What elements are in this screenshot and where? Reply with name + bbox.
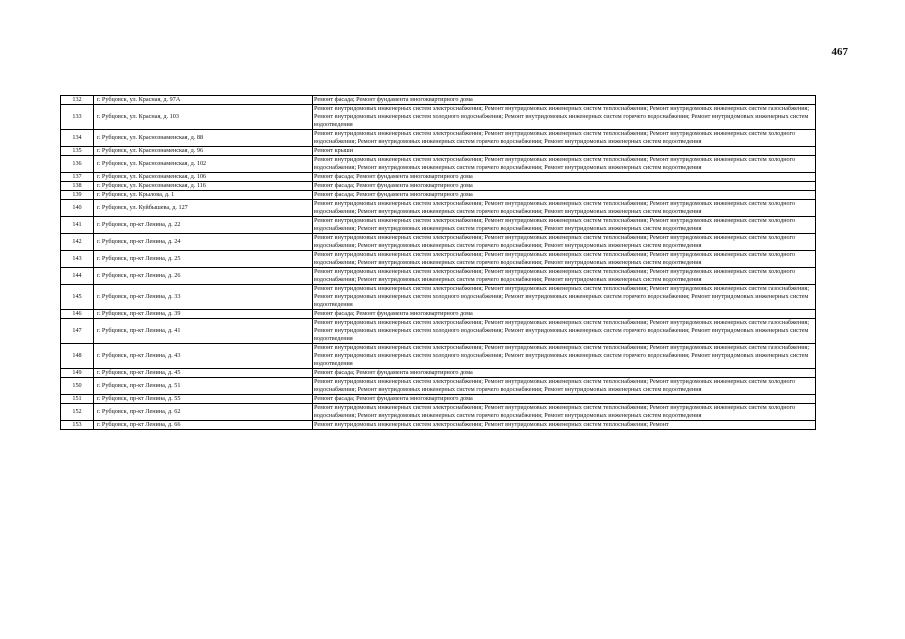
table-row	[61, 173, 816, 182]
row-number-cell: 144	[61, 268, 94, 285]
row-number-cell: 135	[61, 147, 94, 156]
row-number-cell: 137	[61, 173, 94, 182]
row-number-cell: 136	[61, 156, 94, 173]
address-cell: г. Рубцовск, ул. Куйбышева, д. 127	[94, 200, 313, 217]
row-number-cell: 141	[61, 217, 94, 234]
works-cell: Ремонт внутридомовых инженерных систем электроснабжения; Ремонт внутридомовых инженерных систем теплоснабжения; Ремонт внутридомовых инженерных систем газоснабжения; Ремонт внутридомовых инженерных систем холодного водоснабжения; Ремонт внутридомовых инженерных систем горячего водоснабжения; Ремонт внутридомовых инженерных систем водоотведения	[313, 319, 816, 344]
works-cell: Ремонт внутридомовых инженерных систем электроснабжения; Ремонт внутридомовых инженерных систем теплоснабжения; Ремонт внутридомовых инженерных систем холодного водоснабжения; Ремонт внутридомовых инженерных систем горячего водоснабжения; Ремонт внутридомовых инженерных систем водоотведения	[313, 217, 816, 234]
table-row	[61, 378, 816, 395]
address-cell: г. Рубцовск, ул. Краснознаменская, д. 88	[94, 130, 313, 147]
works-cell: Ремонт внутридомовых инженерных систем электроснабжения; Ремонт внутридомовых инженерных систем теплоснабжения; Ремонт внутридомовых инженерных систем холодного водоснабжения; Ремонт внутридомовых инженерных систем горячего водоснабжения; Ремонт внутридомовых инженерных систем водоотведения	[313, 378, 816, 395]
row-number-cell: 142	[61, 234, 94, 251]
table-row	[61, 421, 816, 430]
works-cell: Ремонт фасада; Ремонт фундамента многоквартирного дома	[313, 182, 816, 191]
table-row	[61, 268, 816, 285]
works-cell: Ремонт внутридомовых инженерных систем электроснабжения; Ремонт внутридомовых инженерных систем теплоснабжения; Ремонт внутридомовых инженерных систем холодного водоснабжения; Ремонт внутридомовых инженерных систем горячего водоснабжения; Ремонт внутридомовых инженерных систем водоотведения	[313, 404, 816, 421]
works-table	[60, 95, 816, 430]
works-cell: Ремонт внутридомовых инженерных систем электроснабжения; Ремонт внутридомовых инженерных систем теплоснабжения; Ремонт внутридомовых инженерных систем холодного водоснабжения; Ремонт внутридомовых инженерных систем горячего водоснабжения; Ремонт внутридомовых инженерных систем водоотведения	[313, 156, 816, 173]
row-number-cell: 133	[61, 105, 94, 130]
works-cell: Ремонт внутридомовых инженерных систем электроснабжения; Ремонт внутридомовых инженерных систем теплоснабжения; Ремонт	[313, 421, 816, 430]
works-cell: Ремонт фасада; Ремонт фундамента многоквартирного дома	[313, 191, 816, 200]
address-cell: г. Рубцовск, ул. Красная, д. 97А	[94, 96, 313, 105]
table-row	[61, 156, 816, 173]
works-cell: Ремонт внутридомовых инженерных систем электроснабжения; Ремонт внутридомовых инженерных систем теплоснабжения; Ремонт внутридомовых инженерных систем газоснабжения; Ремонт внутридомовых инженерных систем холодного водоснабжения; Ремонт внутридомовых инженерных систем горячего водоснабжения; Ремонт внутридомовых инженерных систем водоотведения	[313, 344, 816, 369]
address-cell: г. Рубцовск, ул. Краснознаменская, д. 102	[94, 156, 313, 173]
table-row	[61, 285, 816, 310]
address-cell: г. Рубцовск, пр-кт Ленина, д. 41	[94, 319, 313, 344]
address-cell: г. Рубцовск, пр-кт Ленина, д. 43	[94, 344, 313, 369]
row-number-cell: 151	[61, 395, 94, 404]
table-row	[61, 251, 816, 268]
row-number-cell: 145	[61, 285, 94, 310]
works-cell: Ремонт внутридомовых инженерных систем электроснабжения; Ремонт внутридомовых инженерных систем теплоснабжения; Ремонт внутридомовых инженерных систем газоснабжения; Ремонт внутридомовых инженерных систем холодного водоснабжения; Ремонт внутридомовых инженерных систем горячего водоснабжения; Ремонт внутридомовых инженерных систем водоотведения	[313, 105, 816, 130]
row-number-cell: 148	[61, 344, 94, 369]
works-cell: Ремонт фасада; Ремонт фундамента многоквартирного дома	[313, 369, 816, 378]
page-number: 467	[831, 46, 848, 58]
address-cell: г. Рубцовск, пр-кт Ленина, д. 55	[94, 395, 313, 404]
table-row	[61, 369, 816, 378]
works-cell: Ремонт фасада; Ремонт фундамента многоквартирного дома	[313, 310, 816, 319]
table-row	[61, 319, 816, 344]
table-row	[61, 310, 816, 319]
table-row	[61, 130, 816, 147]
address-cell: г. Рубцовск, ул. Краснознаменская, д. 106	[94, 173, 313, 182]
address-cell: г. Рубцовск, пр-кт Ленина, д. 45	[94, 369, 313, 378]
works-table-body	[61, 96, 816, 430]
table-row	[61, 344, 816, 369]
row-number-cell: 139	[61, 191, 94, 200]
works-cell: Ремонт внутридомовых инженерных систем электроснабжения; Ремонт внутридомовых инженерных систем теплоснабжения; Ремонт внутридомовых инженерных систем холодного водоснабжения; Ремонт внутридомовых инженерных систем горячего водоснабжения; Ремонт внутридомовых инженерных систем водоотведения	[313, 234, 816, 251]
row-number-cell: 146	[61, 310, 94, 319]
table-row	[61, 182, 816, 191]
row-number-cell: 143	[61, 251, 94, 268]
row-number-cell: 132	[61, 96, 94, 105]
address-cell: г. Рубцовск, ул. Краснознаменская, д. 96	[94, 147, 313, 156]
row-number-cell: 149	[61, 369, 94, 378]
table-row	[61, 395, 816, 404]
table-row	[61, 105, 816, 130]
row-number-cell: 152	[61, 404, 94, 421]
row-number-cell: 150	[61, 378, 94, 395]
address-cell: г. Рубцовск, ул. Крылова, д. 1	[94, 191, 313, 200]
table-row	[61, 96, 816, 105]
table-row	[61, 234, 816, 251]
address-cell: г. Рубцовск, пр-кт Ленина, д. 66	[94, 421, 313, 430]
table-row	[61, 191, 816, 200]
table-row	[61, 200, 816, 217]
table-row	[61, 404, 816, 421]
address-cell: г. Рубцовск, пр-кт Ленина, д. 26	[94, 268, 313, 285]
works-cell: Ремонт фасада; Ремонт фундамента многоквартирного дома	[313, 395, 816, 404]
address-cell: г. Рубцовск, пр-кт Ленина, д. 51	[94, 378, 313, 395]
works-cell: Ремонт внутридомовых инженерных систем электроснабжения; Ремонт внутридомовых инженерных систем теплоснабжения; Ремонт внутридомовых инженерных систем холодного водоснабжения; Ремонт внутридомовых инженерных систем горячего водоснабжения; Ремонт внутридомовых инженерных систем водоотведения	[313, 251, 816, 268]
row-number-cell: 140	[61, 200, 94, 217]
address-cell: г. Рубцовск, ул. Красная, д. 103	[94, 105, 313, 130]
row-number-cell: 153	[61, 421, 94, 430]
works-cell: Ремонт внутридомовых инженерных систем электроснабжения; Ремонт внутридомовых инженерных систем теплоснабжения; Ремонт внутридомовых инженерных систем холодного водоснабжения; Ремонт внутридомовых инженерных систем горячего водоснабжения; Ремонт внутридомовых инженерных систем водоотведения	[313, 130, 816, 147]
address-cell: г. Рубцовск, пр-кт Ленина, д. 39	[94, 310, 313, 319]
address-cell: г. Рубцовск, пр-кт Ленина, д. 25	[94, 251, 313, 268]
works-cell: Ремонт внутридомовых инженерных систем электроснабжения; Ремонт внутридомовых инженерных систем теплоснабжения; Ремонт внутридомовых инженерных систем холодного водоснабжения; Ремонт внутридомовых инженерных систем горячего водоснабжения; Ремонт внутридомовых инженерных систем водоотведения	[313, 200, 816, 217]
works-cell: Ремонт внутридомовых инженерных систем электроснабжения; Ремонт внутридомовых инженерных систем теплоснабжения; Ремонт внутридомовых инженерных систем холодного водоснабжения; Ремонт внутридомовых инженерных систем горячего водоснабжения; Ремонт внутридомовых инженерных систем водоотведения	[313, 268, 816, 285]
works-cell: Ремонт крыши	[313, 147, 816, 156]
table-row	[61, 217, 816, 234]
row-number-cell: 147	[61, 319, 94, 344]
address-cell: г. Рубцовск, пр-кт Ленина, д. 62	[94, 404, 313, 421]
address-cell: г. Рубцовск, пр-кт Ленина, д. 33	[94, 285, 313, 310]
address-cell: г. Рубцовск, ул. Краснознаменская, д. 116	[94, 182, 313, 191]
row-number-cell: 138	[61, 182, 94, 191]
works-cell: Ремонт фасада; Ремонт фундамента многоквартирного дома	[313, 96, 816, 105]
row-number-cell: 134	[61, 130, 94, 147]
works-cell: Ремонт внутридомовых инженерных систем электроснабжения; Ремонт внутридомовых инженерных систем теплоснабжения; Ремонт внутридомовых инженерных систем газоснабжения; Ремонт внутридомовых инженерных систем холодного водоснабжения; Ремонт внутридомовых инженерных систем горячего водоснабжения; Ремонт внутридомовых инженерных систем водоотведения	[313, 285, 816, 310]
works-cell: Ремонт фасада; Ремонт фундамента многоквартирного дома	[313, 173, 816, 182]
table-row	[61, 147, 816, 156]
address-cell: г. Рубцовск, пр-кт Ленина, д. 24	[94, 234, 313, 251]
address-cell: г. Рубцовск, пр-кт Ленина, д. 22	[94, 217, 313, 234]
